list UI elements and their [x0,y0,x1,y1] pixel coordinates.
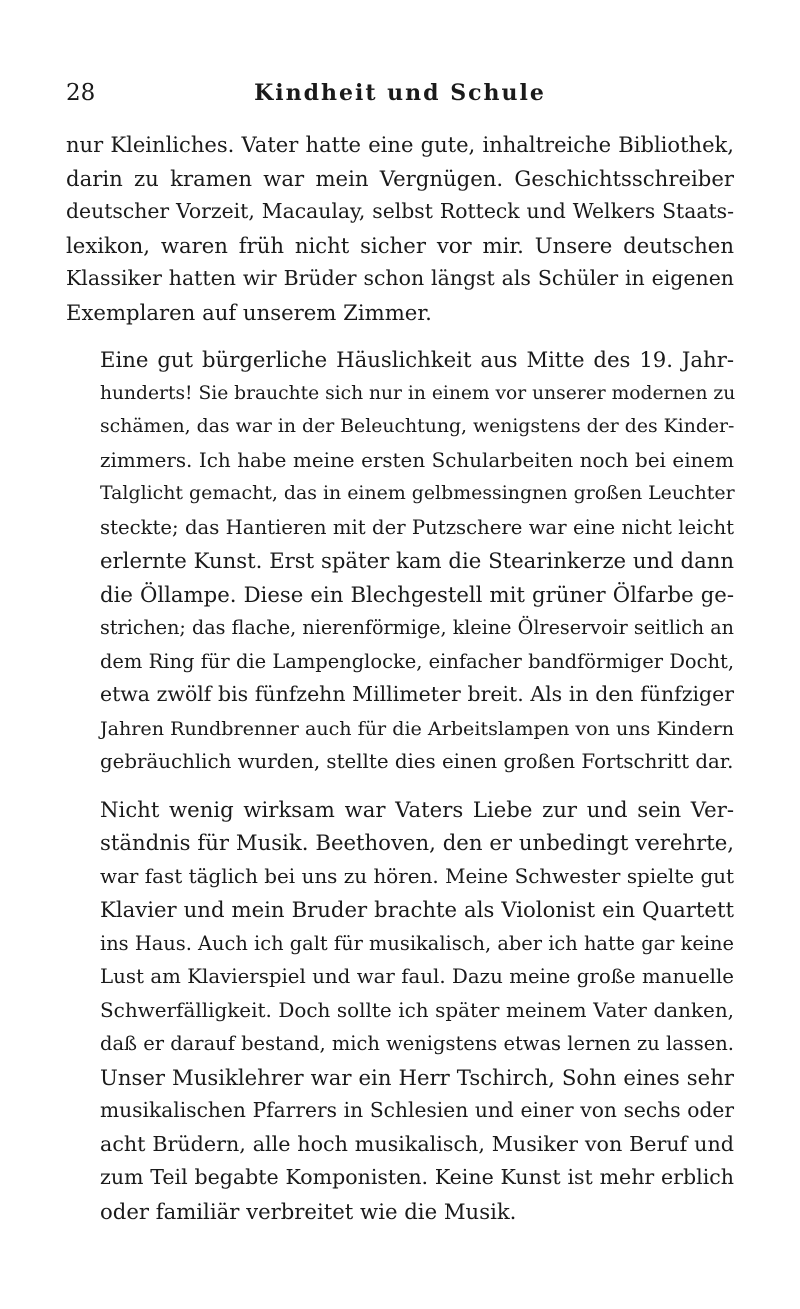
text-line: erlernte Kunst. Erst später kam die Stearinkerze und dann [100,548,734,573]
text-line: Klavier und mein Bruder brachte als Violonist ein Quartett [100,897,734,922]
page-header [66,76,734,110]
paragraph [66,343,734,779]
text-line: Unser Musiklehrer war ein Herr Tschirch, Sohn eines sehr [100,1064,734,1090]
text-line: Klassiker hatten wir Brüder schon längst als Schüler in eigenen [66,266,734,290]
running-title: Kindheit und Schule [254,80,546,106]
text-line: deutscher Vorzeit, Macaulay, selbst Rotteck und Welkers Staats- [66,199,734,223]
text-line: Jahren Rundbrenner auch für die Arbeitslampen von uns Kindern [100,716,734,740]
text-line: Talglicht gemacht, das in einem gelbmessingnen großen Leuchter [100,482,735,504]
text-line: Lust am Klavierspiel und war faul. Dazu meine große manuelle [100,965,734,988]
text-line: oder familiär verbreitet wie die Musik. [100,1198,517,1224]
text-line: Schwerfälligkeit. Doch sollte ich später meinem Vater danken, [100,997,734,1022]
text-line: ständnis für Musik. Beethoven, den er unbedingt verehrte, [100,830,734,855]
text-line: zimmers. Ich habe meine ersten Schularbeiten noch bei einem [100,448,734,472]
text-line: Eine gut bürgerliche Häuslichkeit aus Mitte des 19. Jahr- [100,347,734,372]
text-line: Nicht wenig wirksam war Vaters Liebe zur und sein Ver- [100,796,734,822]
paragraph [66,128,734,329]
paragraph [66,793,734,1229]
text-line: gebräuchlich wurden, stellte dies einen großen Fortschritt dar. [100,750,734,773]
text-line: strichen; das flache, nierenförmige, kleine Ölreservoir seitlich an [100,616,734,639]
text-line: etwa zwölf bis fünfzehn Millimeter breit. Als in den fünfziger [100,682,734,706]
text-line: hunderts! Sie brauchte sich nur in einem vor unserer modernen zu [100,382,736,404]
body-text [66,128,734,1228]
text-line: darin zu kramen war mein Vergnügen. Geschichtsschreiber [66,165,734,191]
text-line: daß er darauf bestand, mich wenigstens etwas lernen zu lassen. [100,1032,734,1055]
text-line: steckte; das Hantieren mit der Putzschere war eine nicht leicht [100,515,734,539]
page-number: 28 [66,80,96,106]
text-line: die Öllampe. Diese ein Blechgestell mit grüner Ölfarbe ge- [100,581,734,607]
text-line: schämen, das war in der Beleuchtung, wenigstens der des Kinder- [100,416,735,437]
text-line: musikalischen Pfarrers in Schlesien und einer von sechs oder [100,1098,734,1122]
text-line: acht Brüdern, alle hoch musikalisch, Musiker von Beruf und [100,1131,734,1156]
text-line: war fast täglich bei uns zu hören. Meine Schwester spielte gut [100,864,734,888]
text-line: lexikon, waren früh nicht sicher vor mir. Unsere deutschen [66,232,734,258]
text-line: Exemplaren auf unserem Zimmer. [66,299,432,325]
text-line: dem Ring für die Lampenglocke, einfacher bandförmiger Docht, [100,649,734,673]
text-line: ins Haus. Auch ich galt für musikalisch, aber ich hatte gar keine [100,931,734,955]
text-line: zum Teil begabte Komponisten. Keine Kunst ist mehr erblich [100,1165,734,1189]
text-line: nur Kleinliches. Vater hatte eine gute, inhaltreiche Bibliothek, [66,132,734,157]
